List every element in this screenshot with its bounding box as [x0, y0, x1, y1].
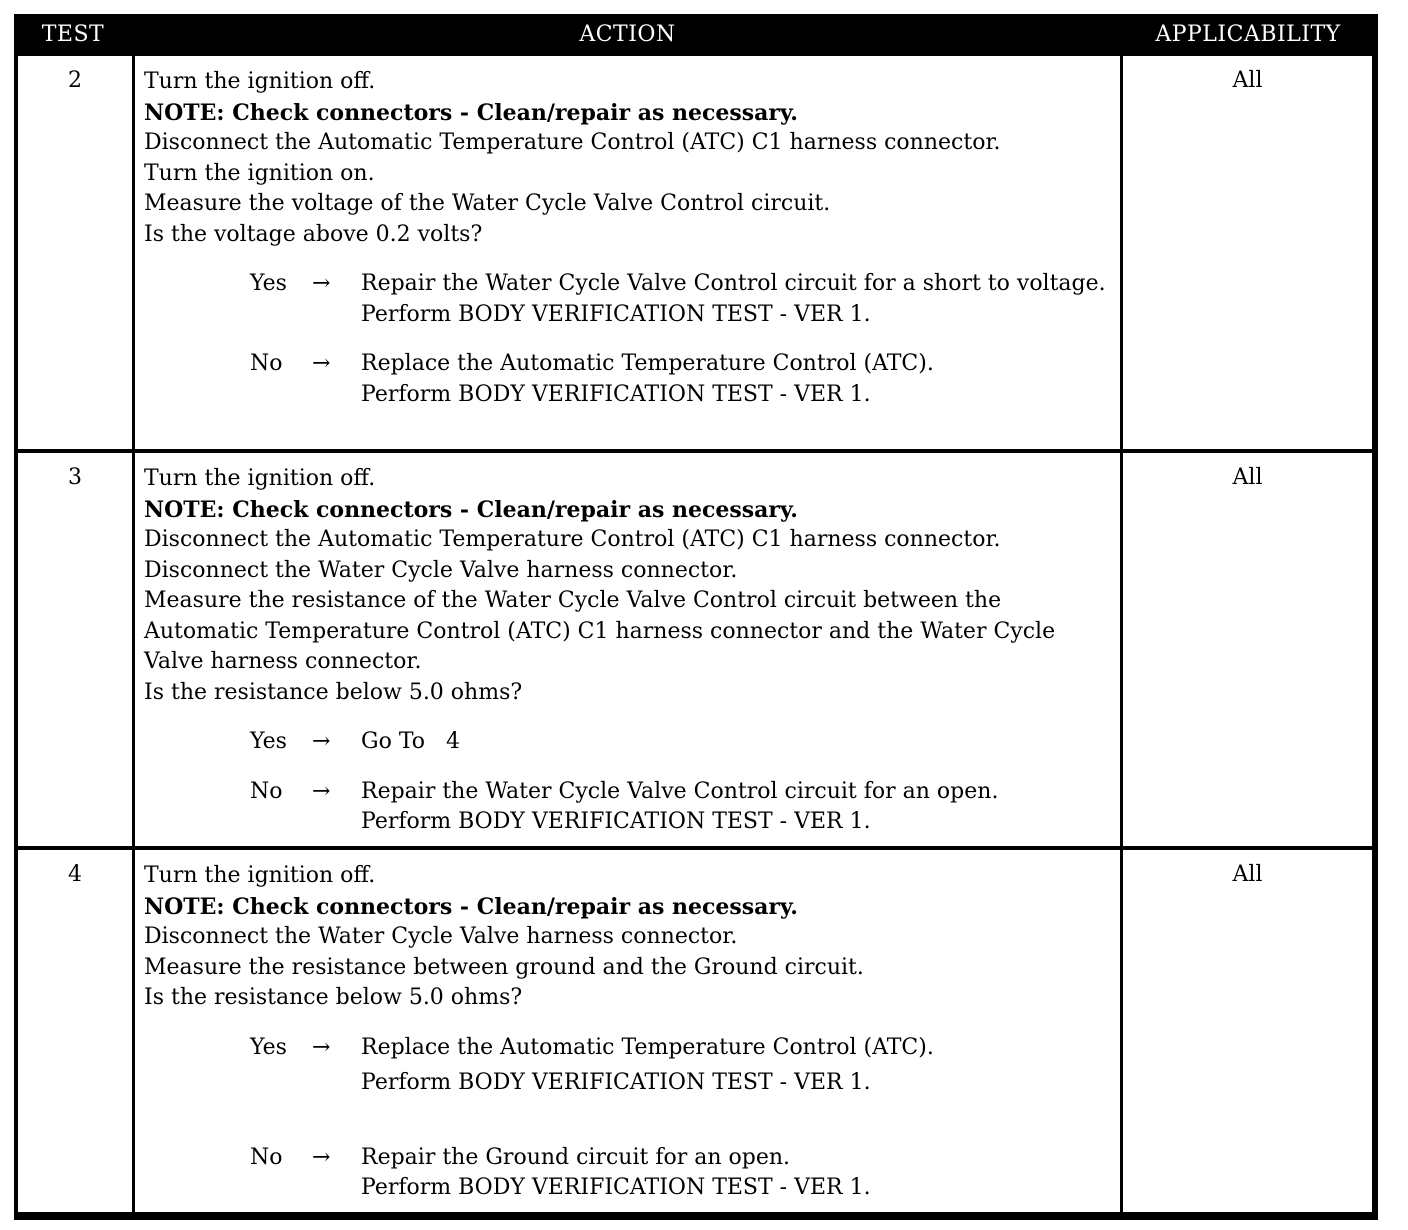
response-text: Perform BODY VERIFICATION TEST - VER 1. — [361, 301, 871, 327]
question-text: Is the voltage above 0.2 volts? — [144, 221, 483, 247]
step-text: Turn the ignition on. — [144, 160, 375, 186]
question-text: Is the resistance below 5.0 ohms? — [144, 679, 523, 705]
step-text: Disconnect the Water Cycle Valve harness connector. — [144, 924, 738, 949]
no-response — [250, 777, 1112, 838]
diagnostic-test-table — [14, 14, 1378, 1220]
step-text: Turn the ignition off. — [144, 466, 376, 491]
response-text: Perform BODY VERIFICATION TEST - VER 1. — [361, 1070, 871, 1095]
header-action: ACTION — [579, 22, 676, 47]
yes-label: Yes — [250, 1034, 287, 1060]
no-label: No — [250, 1144, 283, 1170]
no-response — [250, 1143, 1112, 1204]
step-text: Disconnect the Water Cycle Valve harness connector. — [144, 557, 738, 583]
note-text: NOTE: Check connectors - Clean/repair as necessary. — [144, 496, 798, 523]
arrow-right-icon: → — [312, 729, 331, 754]
arrow-right-icon: → — [312, 351, 331, 376]
step-text: Turn the ignition off. — [144, 863, 376, 888]
yes-label: Yes — [250, 729, 287, 754]
note-text: NOTE: Check connectors - Clean/repair as necessary. — [144, 99, 798, 126]
response-text: Repair the Ground circuit for an open. — [361, 1144, 791, 1170]
goto-link[interactable]: Go To 4 — [361, 729, 460, 754]
step-text: Measure the voltage of the Water Cycle Valve Control circuit. — [144, 191, 831, 216]
response-text: Perform BODY VERIFICATION TEST - VER 1. — [361, 1175, 871, 1200]
yes-label: Yes — [250, 271, 287, 296]
test-number-cell: 4 — [18, 850, 132, 1212]
question-text: Is the resistance below 5.0 ohms? — [144, 985, 523, 1010]
action-cell — [135, 453, 1120, 846]
step-text: Disconnect the Automatic Temperature Control (ATC) C1 harness connector. — [144, 130, 1001, 155]
yes-response — [250, 269, 1112, 330]
note-text: NOTE: Check connectors - Clean/repair as necessary. — [144, 893, 798, 920]
test-number-cell: 3 — [18, 453, 132, 846]
action-cell — [135, 850, 1120, 1212]
arrow-right-icon: → — [312, 778, 331, 804]
applicability-cell: All — [1123, 850, 1372, 1212]
response-text: Perform BODY VERIFICATION TEST - VER 1. — [361, 381, 871, 407]
response-text: Repair the Water Cycle Valve Control circuit for an open. — [361, 778, 999, 804]
step-text: Measure the resistance between ground and the Ground circuit. — [144, 954, 864, 980]
arrow-right-icon: → — [312, 1144, 331, 1170]
header-test: TEST — [41, 22, 105, 47]
test-number-cell: 2 — [18, 56, 132, 449]
step-text: Valve harness connector. — [144, 649, 422, 674]
step-text: Disconnect the Automatic Temperature Control (ATC) C1 harness connector. — [144, 527, 1001, 552]
header-applicability: APPLICABILITY — [1155, 22, 1341, 47]
step-text: Turn the ignition off. — [144, 69, 376, 94]
step-text: Measure the resistance of the Water Cycle Valve Control circuit between the — [144, 588, 1002, 613]
no-label: No — [250, 778, 283, 804]
arrow-right-icon: → — [312, 1034, 331, 1060]
no-response — [250, 349, 1112, 410]
yes-response — [250, 727, 1112, 758]
yes-response — [250, 1033, 1112, 1099]
response-text: Replace the Automatic Temperature Control (ATC). — [361, 1034, 934, 1060]
applicability-cell: All — [1123, 56, 1372, 449]
response-text: Replace the Automatic Temperature Control (ATC). — [361, 351, 934, 376]
response-text: Repair the Water Cycle Valve Control circuit for a short to voltage. — [361, 271, 1106, 296]
step-text: Automatic Temperature Control (ATC) C1 harness connector and the Water Cycle — [144, 618, 1056, 644]
no-label: No — [250, 351, 283, 376]
arrow-right-icon: → — [312, 271, 331, 296]
applicability-cell: All — [1123, 453, 1372, 846]
action-cell — [135, 56, 1120, 449]
response-text: Perform BODY VERIFICATION TEST - VER 1. — [361, 809, 871, 834]
table-header — [14, 14, 1378, 56]
